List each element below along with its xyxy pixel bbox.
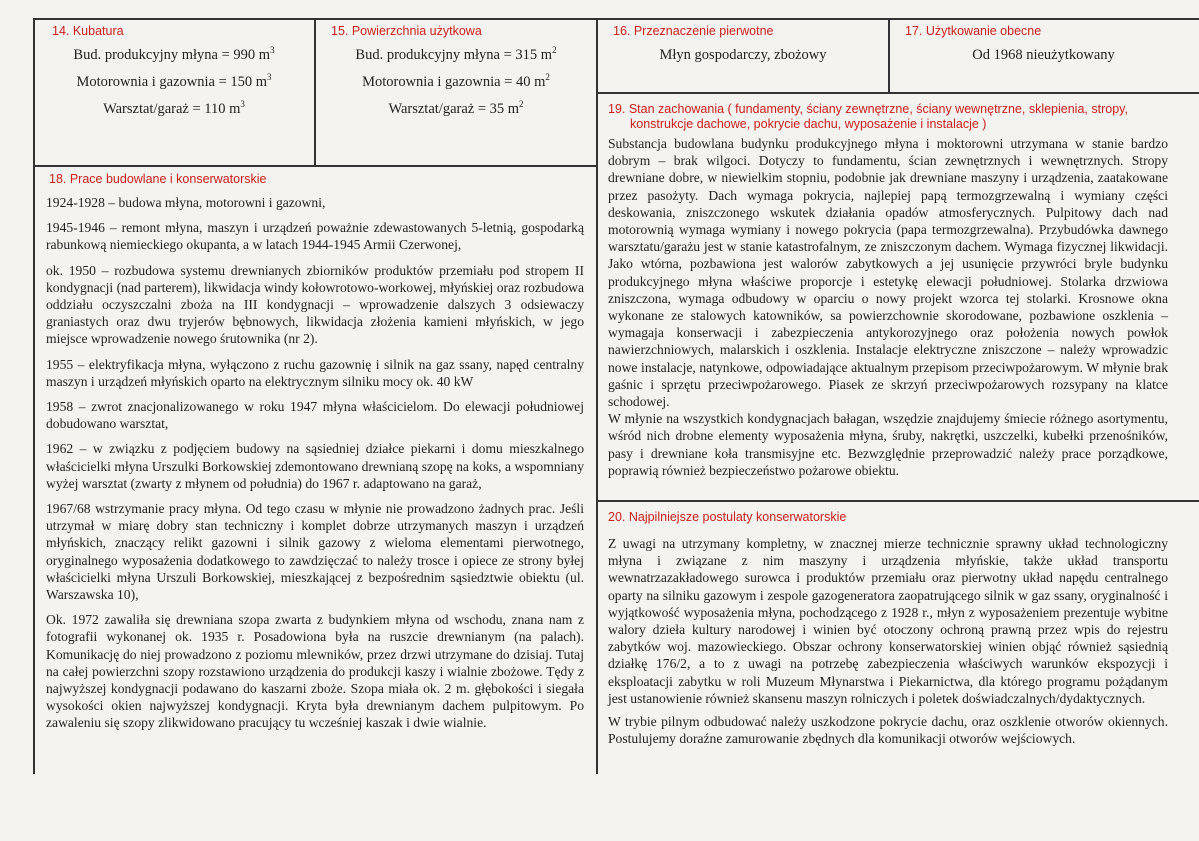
paragraph: W młynie na wszystkich kondygnacjach bałagan, wszędzie znajdujemy śmiecie różnego asortymentu, wśród nich drobne elementy wyposażenia młyna, śruby, nakrętki, uszczelki, kubełki przenośników, pasy i drewniane koła transmisyjne etc. Bezwzględnie przeprowadzić należy prace porządkowe, poprawią również bezpieczeństwo pożarowe obiektu. <box>608 411 1168 478</box>
section-title-continued: konstrukcje dachowe, pokrycie dachu, wyposażenie i instalacje ) <box>630 117 987 131</box>
left-border <box>33 18 35 774</box>
section-title: 18. Prace budowlane i konserwatorskie <box>49 172 267 186</box>
divider-row1-right <box>596 92 1199 94</box>
section-title: 17. Użytkowanie obecne <box>905 24 1042 38</box>
paragraph: 1967/68 wstrzymanie pracy młyna. Od tego czasu w młynie nie prowadzono żadnych prac. Jeśli utrzymał w miarę dobry stan techniczny i komplet dobrze utrzymanych maszyn i urządzeń młyńskich, znaczący relikt gazowni i silnik gazowy z wieloma elementami pierwotnego, oryginalnego wyposażenia dodatkowego to zawdzięczać to należy trosce i opiece ze strony byłej właścicielki młyna Urszuli Borkowskiej, mieszkającej z bezpośrednim sąsiedztwie obiektu (ul. Warszawska 10), <box>46 501 584 603</box>
divider-16-17 <box>888 18 890 92</box>
divider-14-15 <box>314 18 316 166</box>
paragraph: 1958 – zwrot znacjonalizowanego w roku 1947 młyna właścicielom. Do elewacji południowej dobudowano warsztat, <box>46 399 584 432</box>
value-row: Bud. produkcyjny młyna = 990 $m^3$ <box>73 45 275 63</box>
divider-row1-left <box>33 165 597 167</box>
section-value: Młyn gospodarczy, zbożowy <box>659 47 827 63</box>
paragraph: W trybie pilnym odbudować należy uszkodzone pokrycie dachu, oraz oszklenie otworów okiennych. Postulujemy doraźne zamurowanie zbędnych dla komunikacji otworów wejściowych. <box>608 714 1168 747</box>
section-uzytkowanie <box>891 20 1196 90</box>
paragraph: Z uwagi na utrzymany kompletny, w znacznej mierze technicznie sprawny układ technologiczny młyna i związane z nim maszyny i urządzenia młyńskie, także układ transportu wewnatrzazakładowego surowca i produktów przemiału oraz pierwotny układ napędu centralnego oparty na silniku gazowym i zespole gazogeneratora zaopatrującego silnik w gaz ssany, oryginalność i wyjątkowość wyposażenia młyna, pochodzącego z 1928 r., młyn z wyposażeniem prezentuje wybitne walory dzieła kultury narodowej i winien być otoczony ochroną prawną przez wpis do rejestru zabytków woj. mazowieckiego. Obszar ochrony konserwatorskiej winien objąć również sąsiednią działkę 176/2, a to z uwagi na potrzebę zabezpieczenia właściwych warunków ekspozycji i eksploatacji zabytku w roli Muzeum Młynarstwa i Piekarnictwa, dla którego programu pożądanym jest ustanowienie również skansenu maszyn rolniczych i poletek doświadczalnych/dydaktycznych. <box>608 536 1168 706</box>
section-title: 15. Powierzchnia użytkowa <box>331 24 482 38</box>
value-row: Motorownia i gazownia = 150 $m^3$ <box>76 72 272 90</box>
section-title: 20. Najpilniejsze postulaty konserwatorskie <box>608 510 847 524</box>
center-divider <box>596 18 598 774</box>
section-prace <box>46 168 584 768</box>
value-row: Warsztat/garaż = 35 $m^2$ <box>388 99 524 117</box>
paragraph: ok. 1950 – rozbudowa systemu drewnianych zbiorników produktów przemiału pod stropem II kondygnacji (nad parterem), likwidacja windy kołowrotowo-workowej, młyńskiej oraz rozbudowa oddziału oczyszczalni zboża na III kondygnacji – wprowadzenie dalszych 3 odsiewaczy graniastych oraz dwu tryjerów bębnowych, likwidacja złożenia kamieni młyńskich, w jego miejsce wprowadzenie nowego śrutownika (nr 2). <box>46 262 584 347</box>
section-kubatura <box>36 20 312 164</box>
section-title: 14. Kubatura <box>52 24 124 38</box>
section-stan-zachowania <box>608 96 1168 496</box>
paragraph: Ok. 1972 zawaliła się drewniana szopa zwarta z budynkiem młyna od wschodu, znana nam z fotografii wykonanej ok. 1935 r. Posadowiona była na ruszcie drewnianym (na palach). Komunikację do niej prowadzono z poziomu mlewników, przez drzwi utrzymane do dzisiaj. Tutaj na całej powierzchni szopy rozstawiono urządzenia do produkcji kaszy i wialnie zbożowe. Tędy z najwyższej kondygnacji podawano do kaszarni zboże. Szopa miała ok. 2 m. głębokości i siegała wysokości okien najwyższej kondygnacji. Kryta była drewnianym dachem pulpitowym. Po zawaleniu się szopy zlikwidowano pracujący tu wcześniej kaszak i dwie wialnie. <box>46 612 584 731</box>
value-row: Motorownia i gazownia = 40 $m^2$ <box>362 72 550 90</box>
paragraph: 1924-1928 – budowa młyna, motorowni i gazowni, <box>46 195 326 210</box>
section-powierzchnia <box>317 20 595 164</box>
paragraph: 1955 – elektryfikacja młyna, wyłączono z ruchu gazownię i silnik na gaz ssany, napęd centralny maszyn i urządzeń młyńskich oparto na elektrycznym silniku mocy ok. 40 kW <box>46 356 584 389</box>
paragraph: 1962 – w związku z podjęciem budowy na sąsiedniej działce piekarni i domu mieszkalnego właścicielki młyna Urszulki Borkowskiej zdemontowano drewnianą szopę na koks, a wspomniany wyżej warsztat (zwarty z młynem od południa) do 1967 r. adaptowano na garaż, <box>46 441 584 491</box>
section-title: 19. Stan zachowania ( fundamenty, ściany zewnętrzne, ściany wewnętrzne, sklepienia, stropy, <box>608 102 1128 116</box>
section-title: 16. Przeznaczenie pierwotne <box>613 24 774 38</box>
value-row: Warsztat/garaż = 110 $m^3$ <box>103 99 245 117</box>
paragraph: 1945-1946 – remont młyna, maszyn i urządzeń poważnie zdewastowanych 5-letnią, gospodarką rabunkową niemieckiego okupanta, a w latach 1944-1945 Armii Czerwonej, <box>46 220 584 253</box>
divider-19-20 <box>596 500 1199 502</box>
value-row: Bud. produkcyjny młyna = 315 $m^2$ <box>355 45 557 63</box>
section-postulaty <box>608 504 1168 768</box>
values-list <box>36 42 312 123</box>
values-list <box>317 42 595 123</box>
section-value: Od 1968 nieużytkowany <box>972 47 1115 63</box>
paragraph: Substancja budowlana budynku produkcyjnego młyna i moktorowni utrzymana w stanie bardzo dobrym – brak wilgoci. Dotyczy to fundamentu, ścian zewnętrznych i wewnętrznych. Stropy drewniane dobre, w niewielkim stopniu, podobnie jak drewniane maszyny i urządzenia, zaatakowane przez pasożyty. Dach wymaga pokrycia, najlepiej papą termozgrzewalną i wymiany części deskowania, zniszczonego wskutek działania opadów atmosferycznych. Pulpitowy dach nad motorownią wymaga wymiany i nowego pokrycia (papa termozgrzewalna). Przybudówka dawnego warsztatu/garażu jest w stanie katastrofalnym, ze zniszczonym dachem. Wymaga fizycznej likwidacji. Jako wtórna, pozbawiona jest walorów zabytkowych a jej usunięcie przywróci bryle budynku produkcyjnego młyna właściwe proporcje i estetykę elewacji południowej. Stolarka drzwiowa zniszczona, wymaga odbudowy w oparciu o nowy projekt wzorca tej stolarki. Krosnowe okna wykonane ze stalowych katowników, sa powierzchownie skorodowane, pozbawione oszklenia – wymagaja konserwacji i zabezpieczenia antykorozyjnego oraz położenia nowych powłok nawierzchniowych, malarskich i oszklenia. Instalacje elektryczne zniszczone – należy wprowadzic nowe instalacje, natynkowe, odpowiadające aktualnym przepisom przeciwpożarowym. W młynie brak gaśnic i sprzętu przeciwpożarowego. Piasek ze skrzyń przeciwpożarowych rozsypany na klatce schodowej. <box>608 136 1168 410</box>
section-przeznaczenie <box>599 20 887 90</box>
